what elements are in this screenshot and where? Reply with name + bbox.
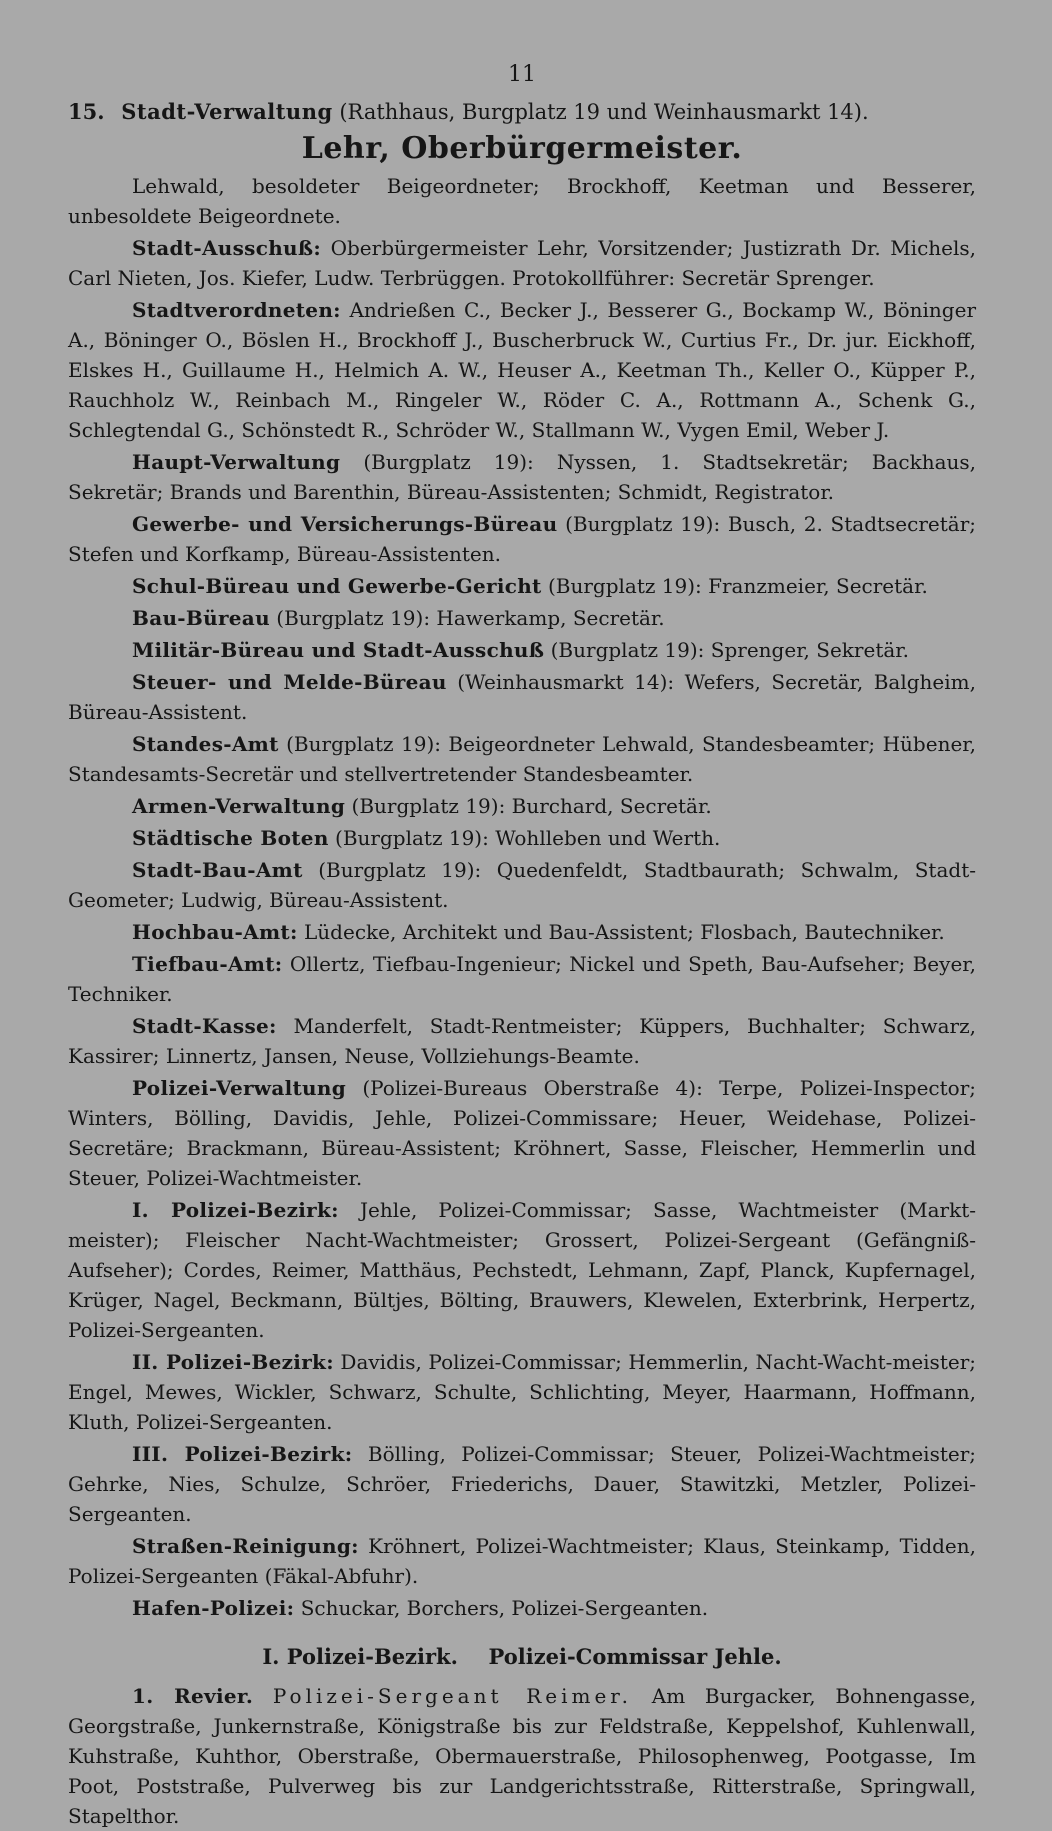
entry-text: Oberbürgermeister Lehr, Vorsitzender; Justizrath Dr. Michels, Carl Nieten, Jos. Kiefer, Ludw. Terbrüggen. Protokollführer: Secretär Sprenger. — [68, 236, 977, 290]
entry-text: Davidis, Polizei-Commissar; Hemmerlin, Nacht-Wacht-meister; Engel, Mewes, Wickler, Schwarz, Schulte, Schlichting, Meyer, Haarmann, Hoffmann, Kluth, Polizei-Sergeanten. — [68, 1350, 976, 1434]
directory-entry — [68, 949, 976, 1009]
directory-entry — [68, 1011, 976, 1071]
entry-label: Straßen-Reinigung: — [132, 1534, 359, 1558]
entry-label: Städtische Boten — [132, 826, 329, 850]
entry-text: Manderfelt, Stadt-Rentmeister; Küppers, Buchhalter; Schwarz, Kassirer; Linnertz, Jansen, Neuse, Vollziehungs-Beamte. — [68, 1014, 977, 1068]
entry-label: III. Polizei-Bezirk: — [132, 1442, 353, 1466]
entry-label: Standes-Amt — [132, 732, 279, 756]
entry-label: Steuer- und Melde-Büreau — [132, 670, 447, 694]
directory-entry — [68, 823, 976, 853]
entry-label: Hochbau-Amt: — [132, 920, 298, 944]
revier-streets: Am Burgacker, Bohnengasse, Georgstraße, Junkernstraße, Königstraße bis zur Feldstraße, Keppelshof, Kuhlenwall, Kuhstraße, Kuhthor, Oberstraße, Obermauerstraße, Philosophenweg, Pootgasse, Im Poot, Poststraße, Pulverweg bis zur Landgerichtsstraße, Ritterstraße, Springwall, Stapelthor. — [68, 1684, 977, 1828]
entry-label: Stadt-Bau-Amt — [132, 858, 303, 882]
entry-label: Hafen-Polizei: — [132, 1596, 295, 1620]
entry-text: Jehle, Polizei-Commissar; Sasse, Wachtmeister (Markt-meister); Fleischer Nacht-Wachtmeister; Grossert, Polizei-Sergeant (Gefängniß-Aufseher); Cordes, Reimer, Matthäus, Pechstedt, Lehmann, Zapf, Planck, Kupfernagel, Krüger, Nagel, Beckmann, Bültjes, Bölting, Brauwers, Klewelen, Exterbrink, Herpertz, Polizei-Sergeanten. — [68, 1198, 977, 1342]
entry-label: Stadt-Kasse: — [132, 1014, 277, 1038]
directory-entry — [68, 1347, 976, 1437]
section-heading — [68, 97, 976, 127]
section-number: 15. — [68, 99, 105, 124]
entry-text: Kröhnert, Polizei-Wachtmeister; Klaus, Steinkamp, Tidden, Polizei-Sergeanten (Fäkal-Abfuhr). — [68, 1534, 977, 1588]
entry-text: Schuckar, Borchers, Polizei-Sergeanten. — [300, 1596, 709, 1620]
entry-text: (Burgplatz 19): Quedenfeldt, Stadtbaurath; Schwalm, Stadt-Geometer; Ludwig, Büreau-Assistent. — [68, 858, 976, 912]
entry-label: Stadtverordneten: — [132, 298, 341, 322]
entry-text: Bölling, Polizei-Commissar; Steuer, Polizei-Wachtmeister; Gehrke, Nies, Schulze, Schröer, Friederichs, Dauer, Stawitzki, Metzler, Polizei-Sergeanten. — [68, 1442, 977, 1526]
district-heading — [68, 1641, 976, 1673]
entry-text: (Burgplatz 19): Hawerkamp, Secretär. — [276, 606, 665, 630]
directory-entry — [68, 667, 976, 727]
entry-label: II. Polizei-Bezirk: — [132, 1350, 334, 1374]
directory-entry — [68, 1073, 976, 1193]
directory-entry — [68, 233, 976, 293]
entry-label: Bau-Büreau — [132, 606, 270, 630]
entry-text: (Polizei-Bureaus Oberstraße 4): Terpe, Polizei-Inspector; Winters, Bölling, Davidis, Jehle, Polizei-Commissare; Heuer, Weidehase, Polizei-Secretäre; Brackmann, Büreau-Assistent; Kröhnert, Sasse, Fleischer, Hemmerlin und Steuer, Polizei-Wachtmeister. — [68, 1076, 976, 1190]
entry-label: Militär-Büreau und Stadt-Ausschuß — [132, 638, 545, 662]
directory-entry — [68, 603, 976, 633]
mayor-name: Lehr, Oberbürgermeister. — [301, 131, 743, 166]
directory-entry — [68, 509, 976, 569]
entry-text: Lüdecke, Architekt und Bau-Assistent; Flosbach, Bautechniker. — [304, 920, 945, 944]
directory-entry — [68, 1593, 976, 1623]
entry-text: Lehwald, besoldeter Beigeordneter; Brockhoff, Keetman und Besserer, unbesoldete Beigeordnete. — [68, 174, 976, 228]
section-location: (Rathhaus, Burgplatz 19 und Weinhausmarkt 14). — [339, 100, 869, 124]
district-heading-right: Polizei-Commissar Jehle. — [488, 1644, 782, 1669]
directory-entry — [68, 635, 976, 665]
directory-entry — [68, 791, 976, 821]
revier-sergeant: Polizei-Sergeant Reimer. — [272, 1684, 633, 1708]
directory-entry — [68, 1439, 976, 1529]
directory-entry — [68, 295, 976, 445]
entry-text: (Burgplatz 19): Nyssen, 1. Stadtsekretär; Backhaus, Sekretär; Brands und Barenthin, Büreau-Assistenten; Schmidt, Registrator. — [68, 450, 977, 504]
entry-text: Ollertz, Tiefbau-Ingenieur; Nickel und Speth, Bau-Aufseher; Beyer, Techniker. — [68, 952, 976, 1006]
directory-entry — [68, 171, 976, 231]
entry-text: (Burgplatz 19): Wohlleben und Werth. — [335, 826, 721, 850]
directory-entry — [68, 1195, 976, 1345]
revier-label: 1. Revier. — [132, 1684, 254, 1708]
entry-text: Andrießen C., Becker J., Besserer G., Bockamp W., Böninger A., Böninger O., Böslen H., Brockhoff J., Buscherbruck W., Curtius Fr., Dr. jur. Eickhoff, Elskes H., Guillaume H., Helmich A. W., Heuser A., Keetman Th., Keller O., Küpper P., Rauchholz W., Reinbach M., Ringeler W., Röder C. A., Rottmann A., Schenk G., Schlegtendal G., Schönstedt R., Schröder W., Stallmann W., Vygen Emil, Weber J. — [68, 298, 977, 442]
entry-text: (Burgplatz 19): Busch, 2. Stadtsecretär; Stefen und Korfkamp, Büreau-Assistenten. — [68, 512, 977, 566]
entry-label: Tiefbau-Amt: — [132, 952, 283, 976]
entry-text: (Weinhausmarkt 14): Wefers, Secretär, Balgheim, Büreau-Assistent. — [68, 670, 976, 724]
directory-entry — [68, 917, 976, 947]
entry-label: Gewerbe- und Versicherungs-Büreau — [132, 512, 558, 536]
entry-label: Stadt-Ausschuß: — [132, 236, 322, 260]
entry-label: Armen-Verwaltung — [132, 794, 346, 818]
directory-entry — [68, 1531, 976, 1591]
entry-label: I. Polizei-Bezirk: — [132, 1198, 339, 1222]
entry-label: Schul-Büreau und Gewerbe-Gericht — [132, 574, 542, 598]
directory-entry — [68, 729, 976, 789]
entry-text: (Burgplatz 19): Beigeordneter Lehwald, Standesbeamter; Hübener, Standesamts-Secretär und stellvertretender Standesbeamter. — [68, 732, 977, 786]
page-number: 11 — [508, 62, 536, 87]
entry-label: Haupt-Verwaltung — [132, 450, 341, 474]
district-heading-left: I. Polizei-Bezirk. — [262, 1644, 458, 1669]
entries-list — [68, 171, 976, 1623]
directory-entry — [68, 855, 976, 915]
directory-entry — [68, 447, 976, 507]
entry-text: (Burgplatz 19): Burchard, Secretär. — [351, 794, 712, 818]
revier-entry — [68, 1681, 976, 1831]
entry-label: Polizei-Verwaltung — [132, 1076, 346, 1100]
section-title: Stadt-Verwaltung — [121, 99, 333, 124]
entry-text: (Burgplatz 19): Sprenger, Sekretär. — [550, 638, 910, 662]
entry-text: (Burgplatz 19): Franzmeier, Secretär. — [547, 574, 928, 598]
directory-entry — [68, 571, 976, 601]
